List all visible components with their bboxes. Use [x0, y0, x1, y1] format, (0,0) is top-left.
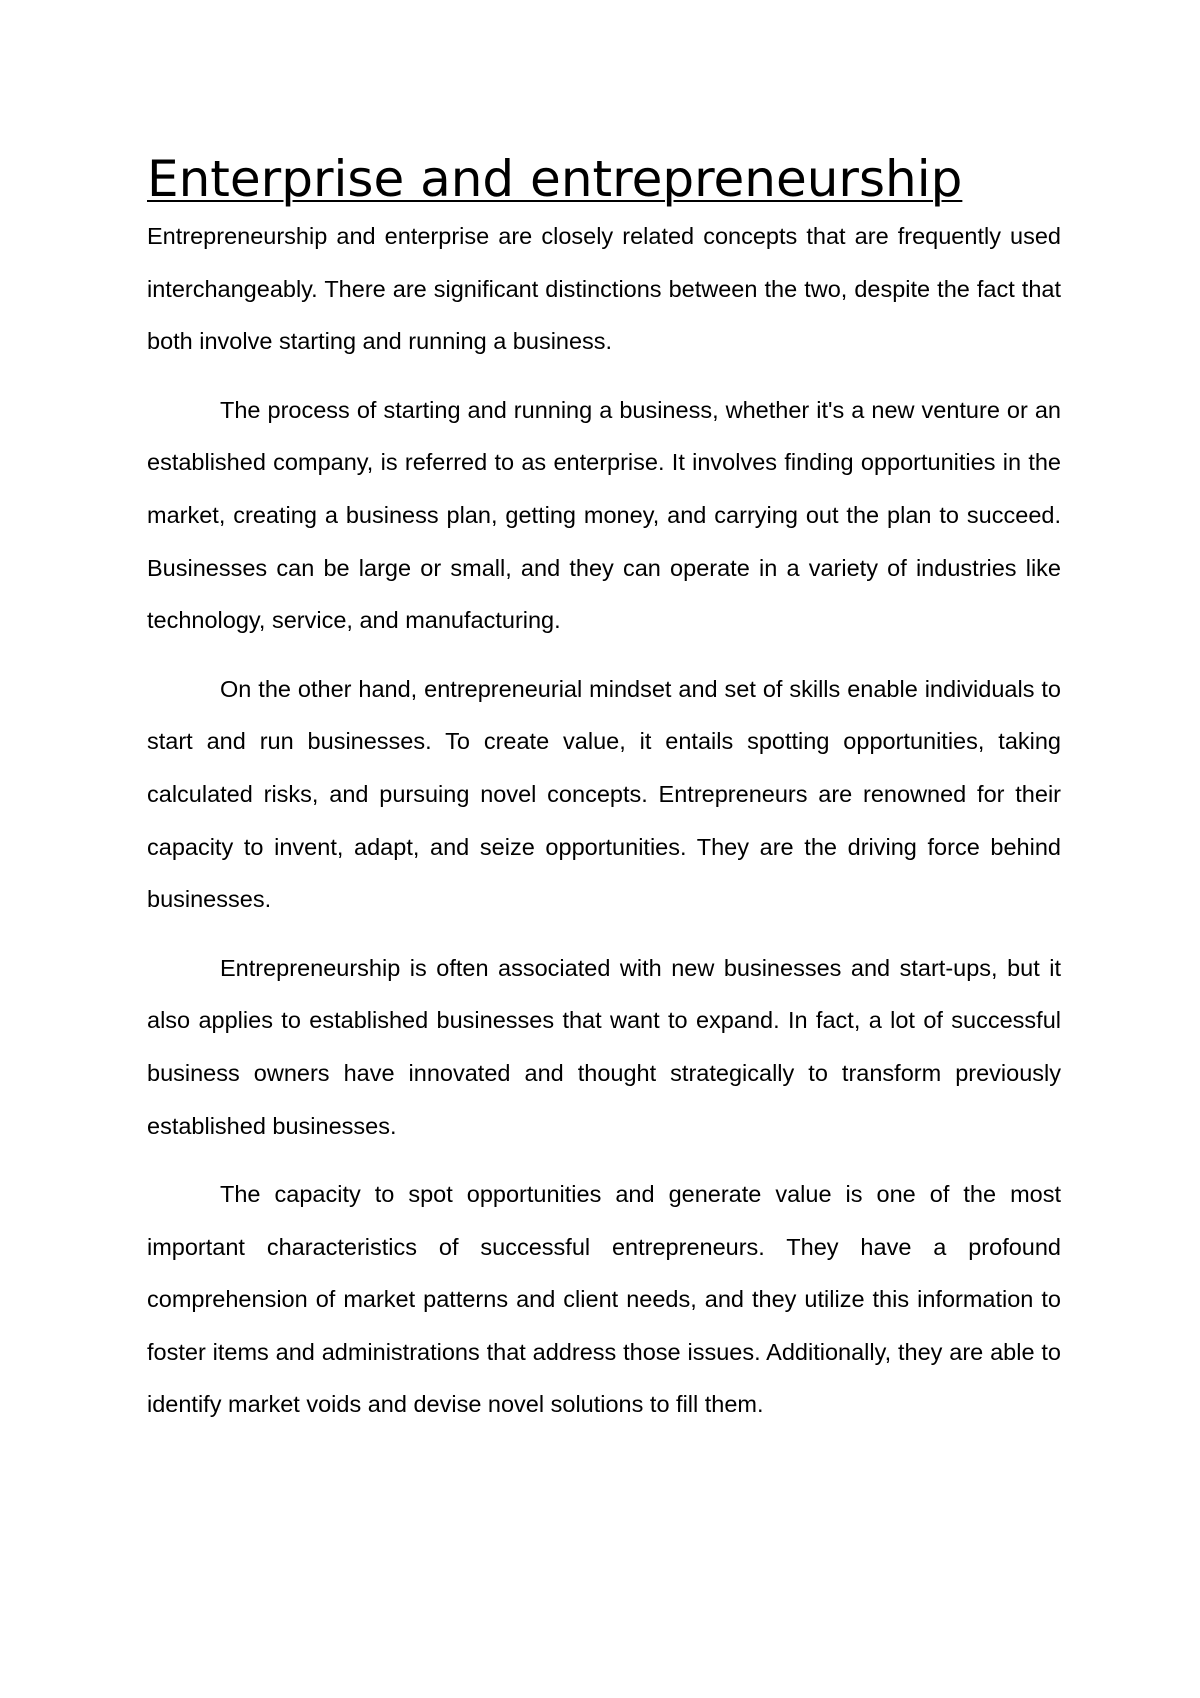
paragraph-entrepreneurship: On the other hand, entrepreneurial mindset and set of skills enable individuals to start and run businesses. To create value, it entails spotting opportunities, taking calculated risks, and pursuing novel concepts. Entrepreneurs are renowned for their capacity to invent, adapt, and seize opportunities. They are the driving force behind businesses. [147, 675, 1061, 913]
paragraph-characteristics: The capacity to spot opportunities and generate value is one of the most important characteristics of successful entrepreneurs. They have a profound comprehension of market patterns and client needs, and they utilize this information to foster items and administrations that address those issues. Additionally, they are able to identify market voids and devise novel solutions to fill them. [147, 1181, 1061, 1418]
document-page [147, 150, 1061, 1447]
paragraph-enterprise: The process of starting and running a business, whether it's a new venture or an established company, is referred to as enterprise. It involves finding opportunities in the market, creating a business plan, getting money, and carrying out the plan to succeed. Businesses can be large or small, and they can operate in a variety of industries like technology, service, and manufacturing. [147, 396, 1061, 634]
document-title: Enterprise and entrepreneurship [147, 150, 963, 208]
paragraph-intro: Entrepreneurship and enterprise are closely related concepts that are frequently used interchangeably. There are significant distinctions between the two, despite the fact that both involve starting and running a business. [147, 223, 1061, 355]
paragraph-startups: Entrepreneurship is often associated with new businesses and start-ups, but it also applies to established businesses that want to expand. In fact, a lot of successful business owners have innovated and thought strategically to transform previously established businesses. [147, 954, 1061, 1139]
